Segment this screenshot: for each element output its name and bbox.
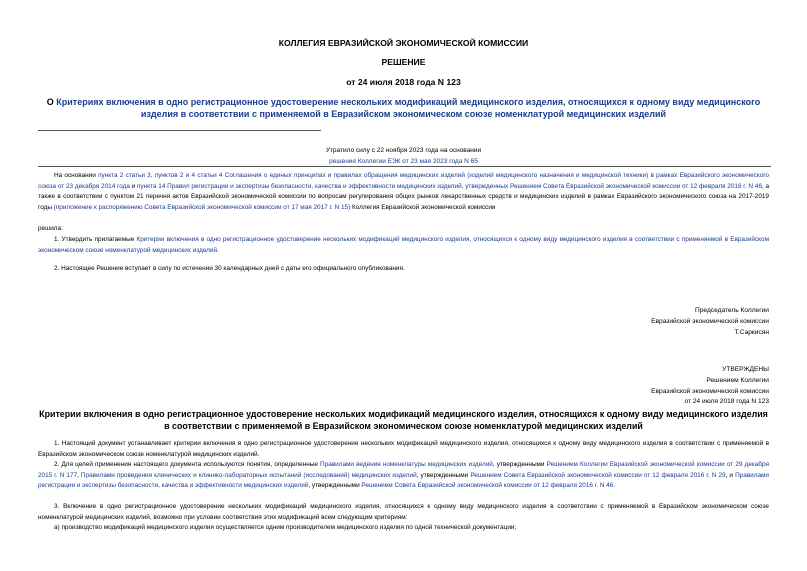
approval-decision: Решением Коллегии <box>706 376 769 384</box>
divider-top <box>38 130 321 131</box>
criteria-point-2 <box>38 460 769 492</box>
criteria-title-line1: Критерии включения в одно регистрационное удостоверение нескольких модификаций медицинского изделия, относящихся к одному виду медицинского изделия <box>39 409 768 419</box>
criteria-2-text-1: 2. Для целей применения настоящего документа используются понятия, определенные <box>54 461 321 468</box>
title-link-line1[interactable]: Критериях включения в одно регистрационное удостоверение нескольких модификаций медицинского изделия, относящихся к одному виду медицинского <box>56 97 761 107</box>
document-type: РЕШЕНИЕ <box>381 57 426 67</box>
preamble-link-annex[interactable]: (приложение к распоряжению Совета Евразийской экономической комиссии от 17 мая 2017 г. N 15) <box>53 203 351 211</box>
title-link-line2[interactable]: изделия в соответствии с применяемой в Евразийском экономическом союзе номенклатурой медицинских изделий <box>140 109 667 119</box>
decided-label: решила: <box>38 225 63 232</box>
decision-1-text: 1. Утвердить прилагаемые <box>54 236 137 243</box>
org-name: КОЛЛЕГИЯ ЕВРАЗИЙСКОЙ ЭКОНОМИЧЕСКОЙ КОМИССИИ <box>278 38 529 48</box>
preamble-text-1: На основании <box>54 172 99 179</box>
document-date-number: от 24 июля 2018 года N 123 <box>346 77 461 87</box>
preamble-text-3: , а также в соответствии с пунктом 21 перечня актов Евразийской экономической комиссии по вопросам регулирования общих рынков лекарственных средств и медицинских изделий в рамках Евразийского экономического союза на 2017-2019 годы <box>38 182 769 211</box>
status-text: Утратило силу с 22 ноября 2023 года на основании <box>325 147 482 154</box>
criteria-title-line2: в соответствии с применяемой в Евразийском экономическом союзе номенклатурой медицинских изделий <box>164 421 643 431</box>
criteria-2-text-4: , утвержденными <box>416 471 471 479</box>
criteria-2-end: . <box>613 482 616 490</box>
approval-organization: Евразийской экономической комиссии <box>651 387 769 395</box>
preamble-paragraph <box>38 171 769 213</box>
signature-block <box>400 306 769 338</box>
criteria-2-link-clinical-rules[interactable]: Правилами проведения клинических и клинико-лабораторных испытаний (исследований) медицинских изделий <box>80 471 417 479</box>
signature-organization: Евразийской экономической комиссии <box>651 317 769 325</box>
preamble-link-rules[interactable]: пункта 14 Правил регистрации и экспертизы безопасности, качества и эффективности медицинских изделий, утвержденных Решением Совета Евразийской экономической комиссии от 12 февраля 2016 г. N 46 <box>137 182 762 190</box>
criteria-point-1: 1. Настоящий документ устанавливает критерии включения в одно регистрационное удостоверение нескольких модификаций медицинского изделия, относящихся к одному виду медицинского изделия в соответствии с применяемой в Евразийском экономическом союзе номенклатурой медицинских изделий. <box>38 440 769 458</box>
approval-block <box>400 365 769 408</box>
status-link[interactable]: решения Коллегии ЕЭК от 23 мая 2023 года N 65 <box>329 157 478 165</box>
criteria-2-text-3: , <box>77 471 81 479</box>
criteria-2-link-decision-177[interactable]: Решением Коллегии Евразийской экономической комиссии от 29 декабря 2015 г. N 177 <box>38 461 769 479</box>
criteria-2-link-decision-46[interactable]: Решением Совета Евразийской экономической комиссии от 12 февраля 2016 г. N 46 <box>361 482 614 490</box>
signature-name: Т.Саркисян <box>734 328 769 336</box>
decision-1-link[interactable]: Критерии включения в одно регистрационное удостоверение нескольких модификаций медицинского изделия, относящихся к одному виду медицинского изделия в соответствии с применяемой в Евразийском экономическом союзе номенклатурой медицинских изделий <box>38 236 769 254</box>
document-title <box>36 96 771 120</box>
title-prefix: О <box>46 97 57 107</box>
criteria-2-text-5: , и <box>725 471 736 479</box>
decision-point-2: 2. Настоящее Решение вступает в силу по истечении 30 календарных дней с даты его официального опубликования. <box>54 265 405 272</box>
criteria-point-3: 3. Включение в одно регистрационное удостоверение нескольких модификаций медицинского изделия, относящихся к одному виду медицинского изделия в соответствии с применяемой в Евразийском экономическом союзе номенклатурой медицинских изделий, возможно при условии соответствия этих модификаций всем следующим критериям: <box>38 503 769 521</box>
divider-status <box>38 166 771 167</box>
signature-position: Председатель Коллегии <box>695 307 769 314</box>
decision-point-1 <box>38 235 769 256</box>
criteria-2-link-nomenclature-rules[interactable]: Правилами ведения номенклатуры медицинских изделий <box>320 461 493 468</box>
criteria-title <box>20 408 787 432</box>
approval-status: УТВЕРЖДЕНЫ <box>722 366 769 373</box>
preamble-link-agreement[interactable]: пункта 2 статьи 3, пунктов 2 и 4 статьи 4 Соглашения о единых принципах и правилах обращения медицинских изделий (изделий медицинского назначения и медицинской техники) в рамках Евразийского экономического союза от 23 декабря 2014 года <box>38 172 769 190</box>
preamble-text-2: и <box>129 182 138 190</box>
approval-date: от 24 июля 2018 года N 123 <box>684 398 769 406</box>
criteria-2-text-6: , утвержденными <box>308 482 362 490</box>
criteria-2-link-decision-29[interactable]: Решением Совета Евразийской экономической комиссии от 12 февраля 2016 г. N 29 <box>470 471 726 479</box>
decision-1-end: . <box>217 246 219 254</box>
criteria-point-3a: а) производство модификаций медицинского изделия осуществляется одним производителем медицинского изделия по одной технической документации; <box>54 524 517 531</box>
preamble-text-4: Коллегия Евразийской экономической комиссии <box>350 203 496 211</box>
criteria-2-text-2: , утвержденными <box>492 461 547 468</box>
status-note <box>0 146 807 167</box>
criteria-2-link-registration-rules[interactable]: Правилами регистрации и экспертизы безопасности, качества и эффективности медицинских изделий <box>38 471 769 490</box>
